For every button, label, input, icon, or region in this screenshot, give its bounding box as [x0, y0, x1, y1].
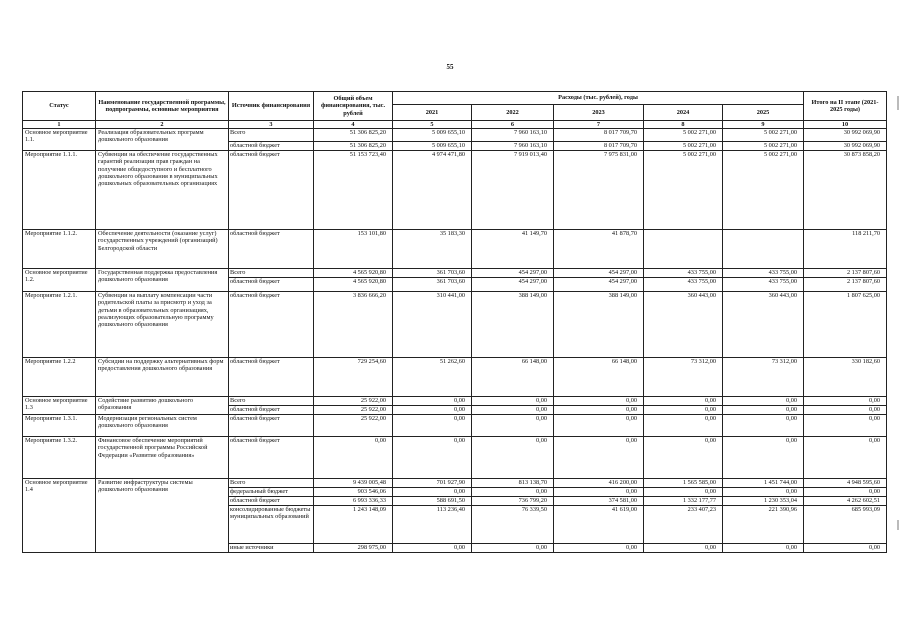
value-cell: 454 297,00: [472, 269, 554, 278]
header-stage-total: Итого на II этапе (2021-2025 годы): [804, 92, 887, 121]
value-cell: 0,00: [644, 544, 723, 553]
value-cell: 0,00: [804, 406, 887, 415]
value-cell: 1 332 177,77: [644, 497, 723, 506]
column-number: 6: [472, 121, 554, 129]
value-cell: 903 546,06: [314, 488, 393, 497]
value-cell: 73 312,00: [723, 358, 804, 397]
column-number: 9: [723, 121, 804, 129]
value-cell: 0,00: [804, 488, 887, 497]
value-cell: 0,00: [723, 544, 804, 553]
source-cell: Всего: [229, 269, 314, 278]
value-cell: 5 009 655,10: [393, 129, 472, 142]
header-year: 2023: [554, 105, 644, 121]
value-cell: 360 443,00: [723, 292, 804, 358]
value-cell: 5 002 271,00: [644, 129, 723, 142]
source-cell: областной бюджет: [229, 278, 314, 292]
value-cell: 30 992 069,90: [804, 129, 887, 142]
value-cell: 0,00: [644, 415, 723, 437]
value-cell: 433 755,00: [644, 269, 723, 278]
table-row: [23, 397, 887, 406]
value-cell: 0,00: [644, 488, 723, 497]
value-cell: 8 017 709,70: [554, 129, 644, 142]
value-cell: 0,00: [472, 397, 554, 406]
value-cell: 0,00: [804, 415, 887, 437]
value-cell: 0,00: [314, 437, 393, 479]
value-cell: 30 873 858,20: [804, 151, 887, 230]
source-cell: консолидированные бюджеты муниципальных образований: [229, 506, 314, 544]
header-year: 2022: [472, 105, 554, 121]
value-cell: 51 153 723,40: [314, 151, 393, 230]
value-cell: [723, 230, 804, 269]
value-cell: 330 182,60: [804, 358, 887, 397]
value-cell: 361 703,60: [393, 278, 472, 292]
name-cell: Субсидии на поддержку альтернативных форм предоставления дошкольного образования: [96, 358, 229, 397]
status-cell: Основное мероприятие 1.4: [23, 479, 96, 553]
header-total: Общий объем финансирования, тыс. рублей: [314, 92, 393, 121]
column-number: 3: [229, 121, 314, 129]
value-cell: 2 137 807,60: [804, 269, 887, 278]
name-cell: Обеспечение деятельности (оказание услуг) государственных учреждений (организаций) Белгородской области: [96, 230, 229, 269]
value-cell: 5 002 271,00: [723, 142, 804, 151]
value-cell: 0,00: [554, 415, 644, 437]
header-year: 2025: [723, 105, 804, 121]
value-cell: 41 619,00: [554, 506, 644, 544]
column-number-row: [23, 121, 887, 129]
table-row: [23, 151, 887, 230]
value-cell: 7 975 831,00: [554, 151, 644, 230]
value-cell: 0,00: [804, 397, 887, 406]
table-row: [23, 415, 887, 437]
value-cell: 0,00: [723, 488, 804, 497]
value-cell: 66 148,00: [554, 358, 644, 397]
value-cell: 66 148,00: [472, 358, 554, 397]
source-cell: областной бюджет: [229, 415, 314, 437]
header-status: Статус: [23, 92, 96, 121]
table-row: [23, 479, 887, 488]
name-cell: Финансовое обеспечение мероприятий государственной программы Российской Федерации «Развитие образования»: [96, 437, 229, 479]
value-cell: 5 002 271,00: [644, 151, 723, 230]
source-cell: Всего: [229, 479, 314, 488]
value-cell: 433 755,00: [644, 278, 723, 292]
value-cell: 433 755,00: [723, 269, 804, 278]
table-header-row: [23, 92, 887, 105]
status-cell: Мероприятие 1.2.1.: [23, 292, 96, 358]
value-cell: 0,00: [804, 437, 887, 479]
name-cell: Субвенции на выплату компенсации части родительской платы за присмотр и уход за детьми в образовательных организациях, реализующих образовательную программу дошкольного образования: [96, 292, 229, 358]
header-year: 2021: [393, 105, 472, 121]
value-cell: 4 948 595,60: [804, 479, 887, 488]
value-cell: 4 565 920,80: [314, 269, 393, 278]
value-cell: 0,00: [472, 415, 554, 437]
value-cell: 298 975,00: [314, 544, 393, 553]
name-cell: Содействие развитию дошкольного образования: [96, 397, 229, 415]
value-cell: 388 149,00: [554, 292, 644, 358]
value-cell: 0,00: [723, 397, 804, 406]
table-row: [23, 129, 887, 142]
value-cell: 454 297,00: [554, 278, 644, 292]
value-cell: 0,00: [393, 397, 472, 406]
source-cell: областной бюджет: [229, 142, 314, 151]
value-cell: 360 443,00: [644, 292, 723, 358]
value-cell: 35 183,30: [393, 230, 472, 269]
value-cell: 0,00: [393, 415, 472, 437]
table-row: [23, 230, 887, 269]
value-cell: 73 312,00: [644, 358, 723, 397]
status-cell: Мероприятие 1.1.1.: [23, 151, 96, 230]
value-cell: 51 262,60: [393, 358, 472, 397]
value-cell: 25 922,00: [314, 406, 393, 415]
value-cell: 5 009 655,10: [393, 142, 472, 151]
value-cell: 0,00: [644, 437, 723, 479]
value-cell: 76 339,50: [472, 506, 554, 544]
value-cell: 0,00: [644, 406, 723, 415]
value-cell: 25 922,00: [314, 415, 393, 437]
value-cell: 8 017 709,70: [554, 142, 644, 151]
name-cell: Субвенции на обеспечение государственных гарантий реализации прав граждан на получение общедоступного и бесплатного дошкольного образования в муниципальных дошкольных образовательных организациях: [96, 151, 229, 230]
value-cell: 588 691,50: [393, 497, 472, 506]
value-cell: 1 807 625,00: [804, 292, 887, 358]
column-number: 10: [804, 121, 887, 129]
status-cell: Мероприятие 1.3.1.: [23, 415, 96, 437]
value-cell: 0,00: [723, 406, 804, 415]
source-cell: областной бюджет: [229, 437, 314, 479]
value-cell: 736 799,20: [472, 497, 554, 506]
value-cell: 1 230 353,04: [723, 497, 804, 506]
scan-edge-mark: [897, 96, 899, 110]
value-cell: 361 703,60: [393, 269, 472, 278]
value-cell: 1 565 585,00: [644, 479, 723, 488]
value-cell: 0,00: [554, 397, 644, 406]
value-cell: 0,00: [393, 406, 472, 415]
value-cell: 7 960 163,10: [472, 142, 554, 151]
column-number: 8: [644, 121, 723, 129]
value-cell: 113 236,40: [393, 506, 472, 544]
name-cell: Развитие инфраструктуры системы дошкольного образования: [96, 479, 229, 553]
source-cell: областной бюджет: [229, 358, 314, 397]
value-cell: 233 407,23: [644, 506, 723, 544]
value-cell: 1 243 148,09: [314, 506, 393, 544]
value-cell: 0,00: [393, 544, 472, 553]
column-number: 7: [554, 121, 644, 129]
table-row: [23, 292, 887, 358]
value-cell: 6 993 336,33: [314, 497, 393, 506]
value-cell: 433 755,00: [723, 278, 804, 292]
value-cell: 221 390,96: [723, 506, 804, 544]
value-cell: 416 200,00: [554, 479, 644, 488]
source-cell: иные источники: [229, 544, 314, 553]
value-cell: 30 992 069,90: [804, 142, 887, 151]
status-cell: Основное мероприятие 1.1.: [23, 129, 96, 151]
value-cell: 0,00: [472, 488, 554, 497]
source-cell: областной бюджет: [229, 151, 314, 230]
column-number: 5: [393, 121, 472, 129]
value-cell: 0,00: [554, 544, 644, 553]
table-row: [23, 437, 887, 479]
source-cell: областной бюджет: [229, 230, 314, 269]
name-cell: Государственная поддержка предоставления дошкольного образования: [96, 269, 229, 292]
value-cell: 374 581,00: [554, 497, 644, 506]
header-name: Наименование государственной программы, подпрограммы, основные мероприятия: [96, 92, 229, 121]
value-cell: 388 149,00: [472, 292, 554, 358]
value-cell: 0,00: [804, 544, 887, 553]
value-cell: 813 138,70: [472, 479, 554, 488]
value-cell: 0,00: [393, 437, 472, 479]
column-number: 4: [314, 121, 393, 129]
value-cell: 685 993,09: [804, 506, 887, 544]
value-cell: 0,00: [723, 437, 804, 479]
value-cell: 25 922,00: [314, 397, 393, 406]
value-cell: 701 927,90: [393, 479, 472, 488]
value-cell: 7 919 013,40: [472, 151, 554, 230]
table-row: [23, 358, 887, 397]
value-cell: 9 439 005,48: [314, 479, 393, 488]
value-cell: 0,00: [472, 544, 554, 553]
value-cell: 0,00: [554, 488, 644, 497]
value-cell: 118 211,70: [804, 230, 887, 269]
value-cell: 7 960 163,10: [472, 129, 554, 142]
scan-edge-mark: [897, 520, 899, 530]
value-cell: 1 451 744,00: [723, 479, 804, 488]
value-cell: 454 297,00: [554, 269, 644, 278]
value-cell: 41 878,70: [554, 230, 644, 269]
status-cell: Основное мероприятие 1.3: [23, 397, 96, 415]
source-cell: Всего: [229, 129, 314, 142]
value-cell: 41 149,70: [472, 230, 554, 269]
status-cell: Основное мероприятие 1.2.: [23, 269, 96, 292]
value-cell: 2 137 807,60: [804, 278, 887, 292]
value-cell: 729 254,60: [314, 358, 393, 397]
source-cell: Всего: [229, 397, 314, 406]
value-cell: 51 306 825,20: [314, 142, 393, 151]
value-cell: 4 974 471,80: [393, 151, 472, 230]
column-number: 2: [96, 121, 229, 129]
value-cell: 0,00: [644, 397, 723, 406]
page-number: 55: [446, 63, 454, 71]
value-cell: 0,00: [554, 437, 644, 479]
financing-table: [22, 91, 887, 553]
value-cell: 5 002 271,00: [723, 151, 804, 230]
header-expenses: Расходы (тыс. рублей), годы: [393, 92, 804, 105]
value-cell: 5 002 271,00: [723, 129, 804, 142]
name-cell: Реализация образовательных программ дошкольного образования: [96, 129, 229, 151]
value-cell: 454 297,00: [472, 278, 554, 292]
value-cell: 310 441,00: [393, 292, 472, 358]
source-cell: областной бюджет: [229, 406, 314, 415]
value-cell: 0,00: [472, 406, 554, 415]
source-cell: областной бюджет: [229, 292, 314, 358]
value-cell: 4 262 602,51: [804, 497, 887, 506]
value-cell: [644, 230, 723, 269]
header-year: 2024: [644, 105, 723, 121]
status-cell: Мероприятие 1.1.2.: [23, 230, 96, 269]
column-number: 1: [23, 121, 96, 129]
status-cell: Мероприятие 1.3.2.: [23, 437, 96, 479]
value-cell: 51 306 825,20: [314, 129, 393, 142]
source-cell: федеральный бюджет: [229, 488, 314, 497]
table-row: [23, 269, 887, 278]
header-source: Источник финансирования: [229, 92, 314, 121]
value-cell: 5 002 271,00: [644, 142, 723, 151]
value-cell: 0,00: [393, 488, 472, 497]
value-cell: 0,00: [723, 415, 804, 437]
value-cell: 3 836 666,20: [314, 292, 393, 358]
name-cell: Модернизация региональных систем дошкольного образования: [96, 415, 229, 437]
value-cell: 0,00: [554, 406, 644, 415]
value-cell: 153 101,80: [314, 230, 393, 269]
source-cell: областной бюджет: [229, 497, 314, 506]
value-cell: 0,00: [472, 437, 554, 479]
value-cell: 4 565 920,80: [314, 278, 393, 292]
status-cell: Мероприятие 1.2.2: [23, 358, 96, 397]
